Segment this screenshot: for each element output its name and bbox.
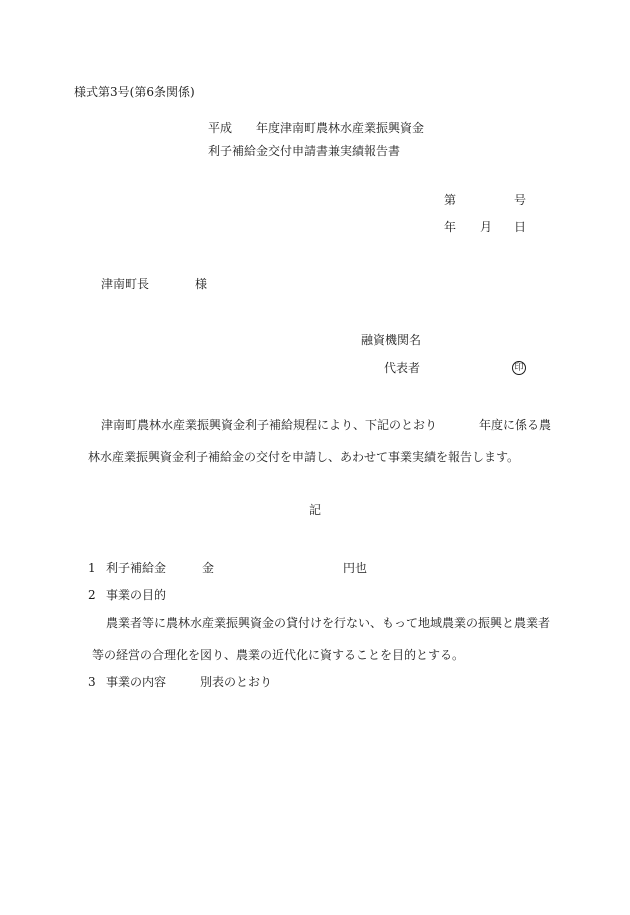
addressee-honorific: 様 (195, 277, 208, 291)
item3-label: 事業の内容 (106, 675, 167, 689)
body-line2: 林水産業振興資金利子補給金の交付を申請し、あわせて事業実績を報告します。 (88, 450, 520, 464)
item2-number: 2 (88, 588, 96, 602)
item3-number: 3 (88, 675, 96, 689)
body-line1-a: 津南町農林水産業振興資金利子補給規程により、下記のとおり (101, 418, 438, 432)
title-era: 平成 (208, 121, 233, 135)
institution-label: 融資機関名 (361, 333, 422, 347)
item1-unit: 円也 (343, 561, 368, 575)
form-label: 様式第3号(第6条関係) (74, 85, 195, 99)
doc-number-prefix: 第 (444, 193, 457, 207)
title-line1: 年度津南町農林水産業振興資金 (256, 121, 425, 135)
representative-label: 代表者 (384, 361, 421, 375)
item1-number: 1 (88, 561, 96, 575)
seal-mark: 印 (512, 361, 526, 375)
body-line1-b: 年度に係る農 (479, 418, 552, 432)
item2-label: 事業の目的 (106, 588, 167, 602)
addressee-name: 津南町長 (101, 277, 150, 291)
date-year: 年 (444, 220, 457, 234)
item2-text2: 等の経営の合理化を図り、農業の近代化に資することを目的とする。 (92, 648, 465, 662)
title-line2: 利子補給金交付申請書兼実績報告書 (208, 144, 401, 158)
date-day: 日 (514, 220, 527, 234)
item2-text1: 農業者等に農林水産業振興資金の貸付けを行ない、もって地域農業の振興と農業者 (106, 616, 551, 630)
item3-value: 別表のとおり (200, 675, 273, 689)
ki-label: 記 (309, 503, 322, 517)
doc-number-suffix: 号 (514, 193, 527, 207)
item1-label: 利子補給金 (106, 561, 167, 575)
date-month: 月 (480, 220, 493, 234)
item1-kin: 金 (202, 561, 215, 575)
